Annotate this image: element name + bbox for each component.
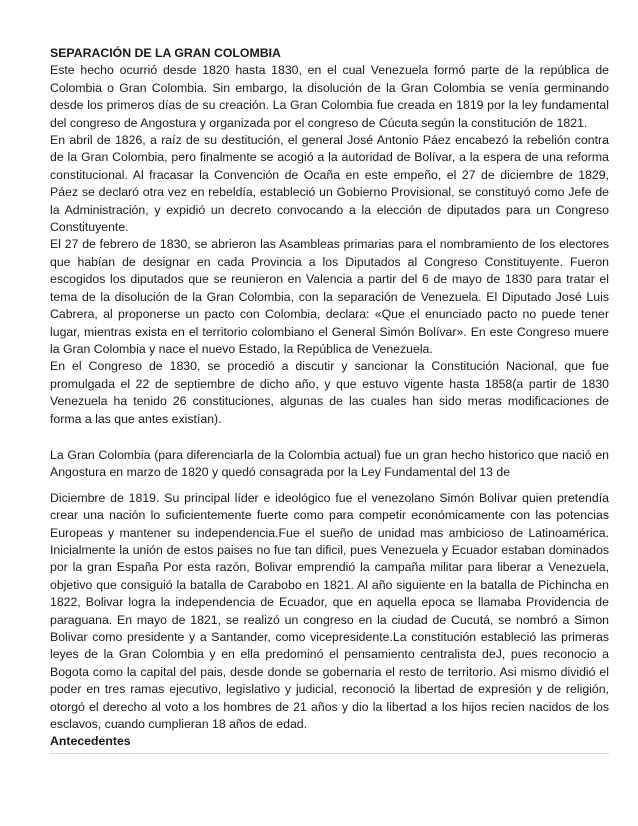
paragraph-gran-colombia-overview: Este hecho ocurrió desde 1820 hasta 1830, en el cual Venezuela formó parte de la república de Colombia o Gran Colombia. Sin embargo, la disolución de la Gran Colombia se venía germinando desde los primeros días de su creación. La Gran Colombia fue creada en 1819 por la ley fundamental del congreso de Angostura y organizada por el congreso de Cúcuta según la constitución de 1821. (50, 63, 609, 130)
paragraph-congreso-constituyente: El 27 de febrero de 1830, se abrieron las Asambleas primarias para el nombramiento de los electores que habían de designar en cada Provincia a los Diputados al Congreso Constituyente. Fueron escogidos los diputados que se reunieron en Valencia a partir del 6 de mayo de 1830 para tratar el tema de la disolución de la Gran Colombia, con la separación de Venezuela. El Diputado José Luis Cabrera, al proponerse un pacto con Colombia, declara: «Que el enunciado pacto no puede tener lugar, mientras exista en el territorio colombiano el General Simón Bolívar». En este Congreso muere la Gran Colombia y nace el nuevo Estado, la República de Venezuela. (50, 237, 609, 356)
section-spacer (50, 428, 609, 447)
paragraph-gran-colombia-history: Diciembre de 1819. Su principal líder e ideológico fue el venezolano Simón Bolívar quien pretendía crear una nación lo suficientemente fuerte como para competir económicamente con las potencias Europeas y mantener su independencia.Fue el sueño de unidad mas ambicioso de Latinoamérica. Inicialmente la unión de estos paises no fue tan dificil, pues Venezuela y Ecuador estaban dominados por la gran España Por esta razón, Bolivar emprendió la campaña militar para liberar a Venezuela, objetivo que consiguió la batalla de Carabobo en 1821. Al año siguiente en la batalla de Pichincha en 1822, Bolivar logra la independencia de Ecuador, que en aquella epoca se llamaba Providencia de paraguana. En mayo de 1821, se realizó un congreso en la ciudad de Cucutá, se nombró a Simon Bolivar como presidente y a Santander, como vicepresidente.La constitución estableció las primeras leyes de la Gran Colombia y en ella predominó el pensamiento centralista deJ, pues reconocio a Bogota como la capital del pais, desde donde se gobernaria el resto de territorio. Asi mismo dividió el poder en tres ramas ejecutivo, legislativo y judicial, reconoció la libertad de expresión y de religión, otorgó el derecho al voto a los hombres de 21 años y dio la libertad a los hijos recien nacidos de los esclavos, cuando cumplieran 18 años de edad. (50, 490, 609, 732)
antecedentes-heading: Antecedentes (50, 734, 131, 749)
document-page (50, 45, 609, 751)
section-title: SEPARACIÓN DE LA GRAN COLOMBIA (50, 46, 281, 60)
bottom-divider (50, 753, 609, 754)
paragraph-constitucion-1830: En el Congreso de 1830, se procedió a discutir y sancionar la Constitución Nacional, que fue promulgada el 22 de septiembre de dicho año, y que estuvo vigente hasta 1858(a partir de 1830 Venezuela ha tenido 26 constituciones, algunas de las cuales han sido meras modificaciones de forma a las que antes existían). (50, 359, 609, 426)
paragraph-gran-colombia-intro: La Gran Colombia (para diferenciarla de la Colombia actual) fue un gran hecho historico que nació en Angostura en marzo de 1820 y quedó consagrada por la Ley Fundamental del 13 de (50, 447, 609, 480)
paragraph-spacer (50, 482, 609, 490)
paragraph-paez-rebellion: En abril de 1826, a raíz de su destitución, el general José Antonio Páez encabezó la rebelión contra de la Gran Colombia, pero finalmente se acogió a la autoridad de Bolívar, a la espera de una reforma constitucional. Al fracasar la Convención de Ocaña en este empeño, el 27 de diciembre de 1829, Páez se declaró otra vez en rebeldía, estableció un Gobierno Provisional, se constituyó como Jefe de la Administración, y expidió un decreto convocando a la elección de diputados para un Congreso Constituyente. (50, 133, 609, 235)
